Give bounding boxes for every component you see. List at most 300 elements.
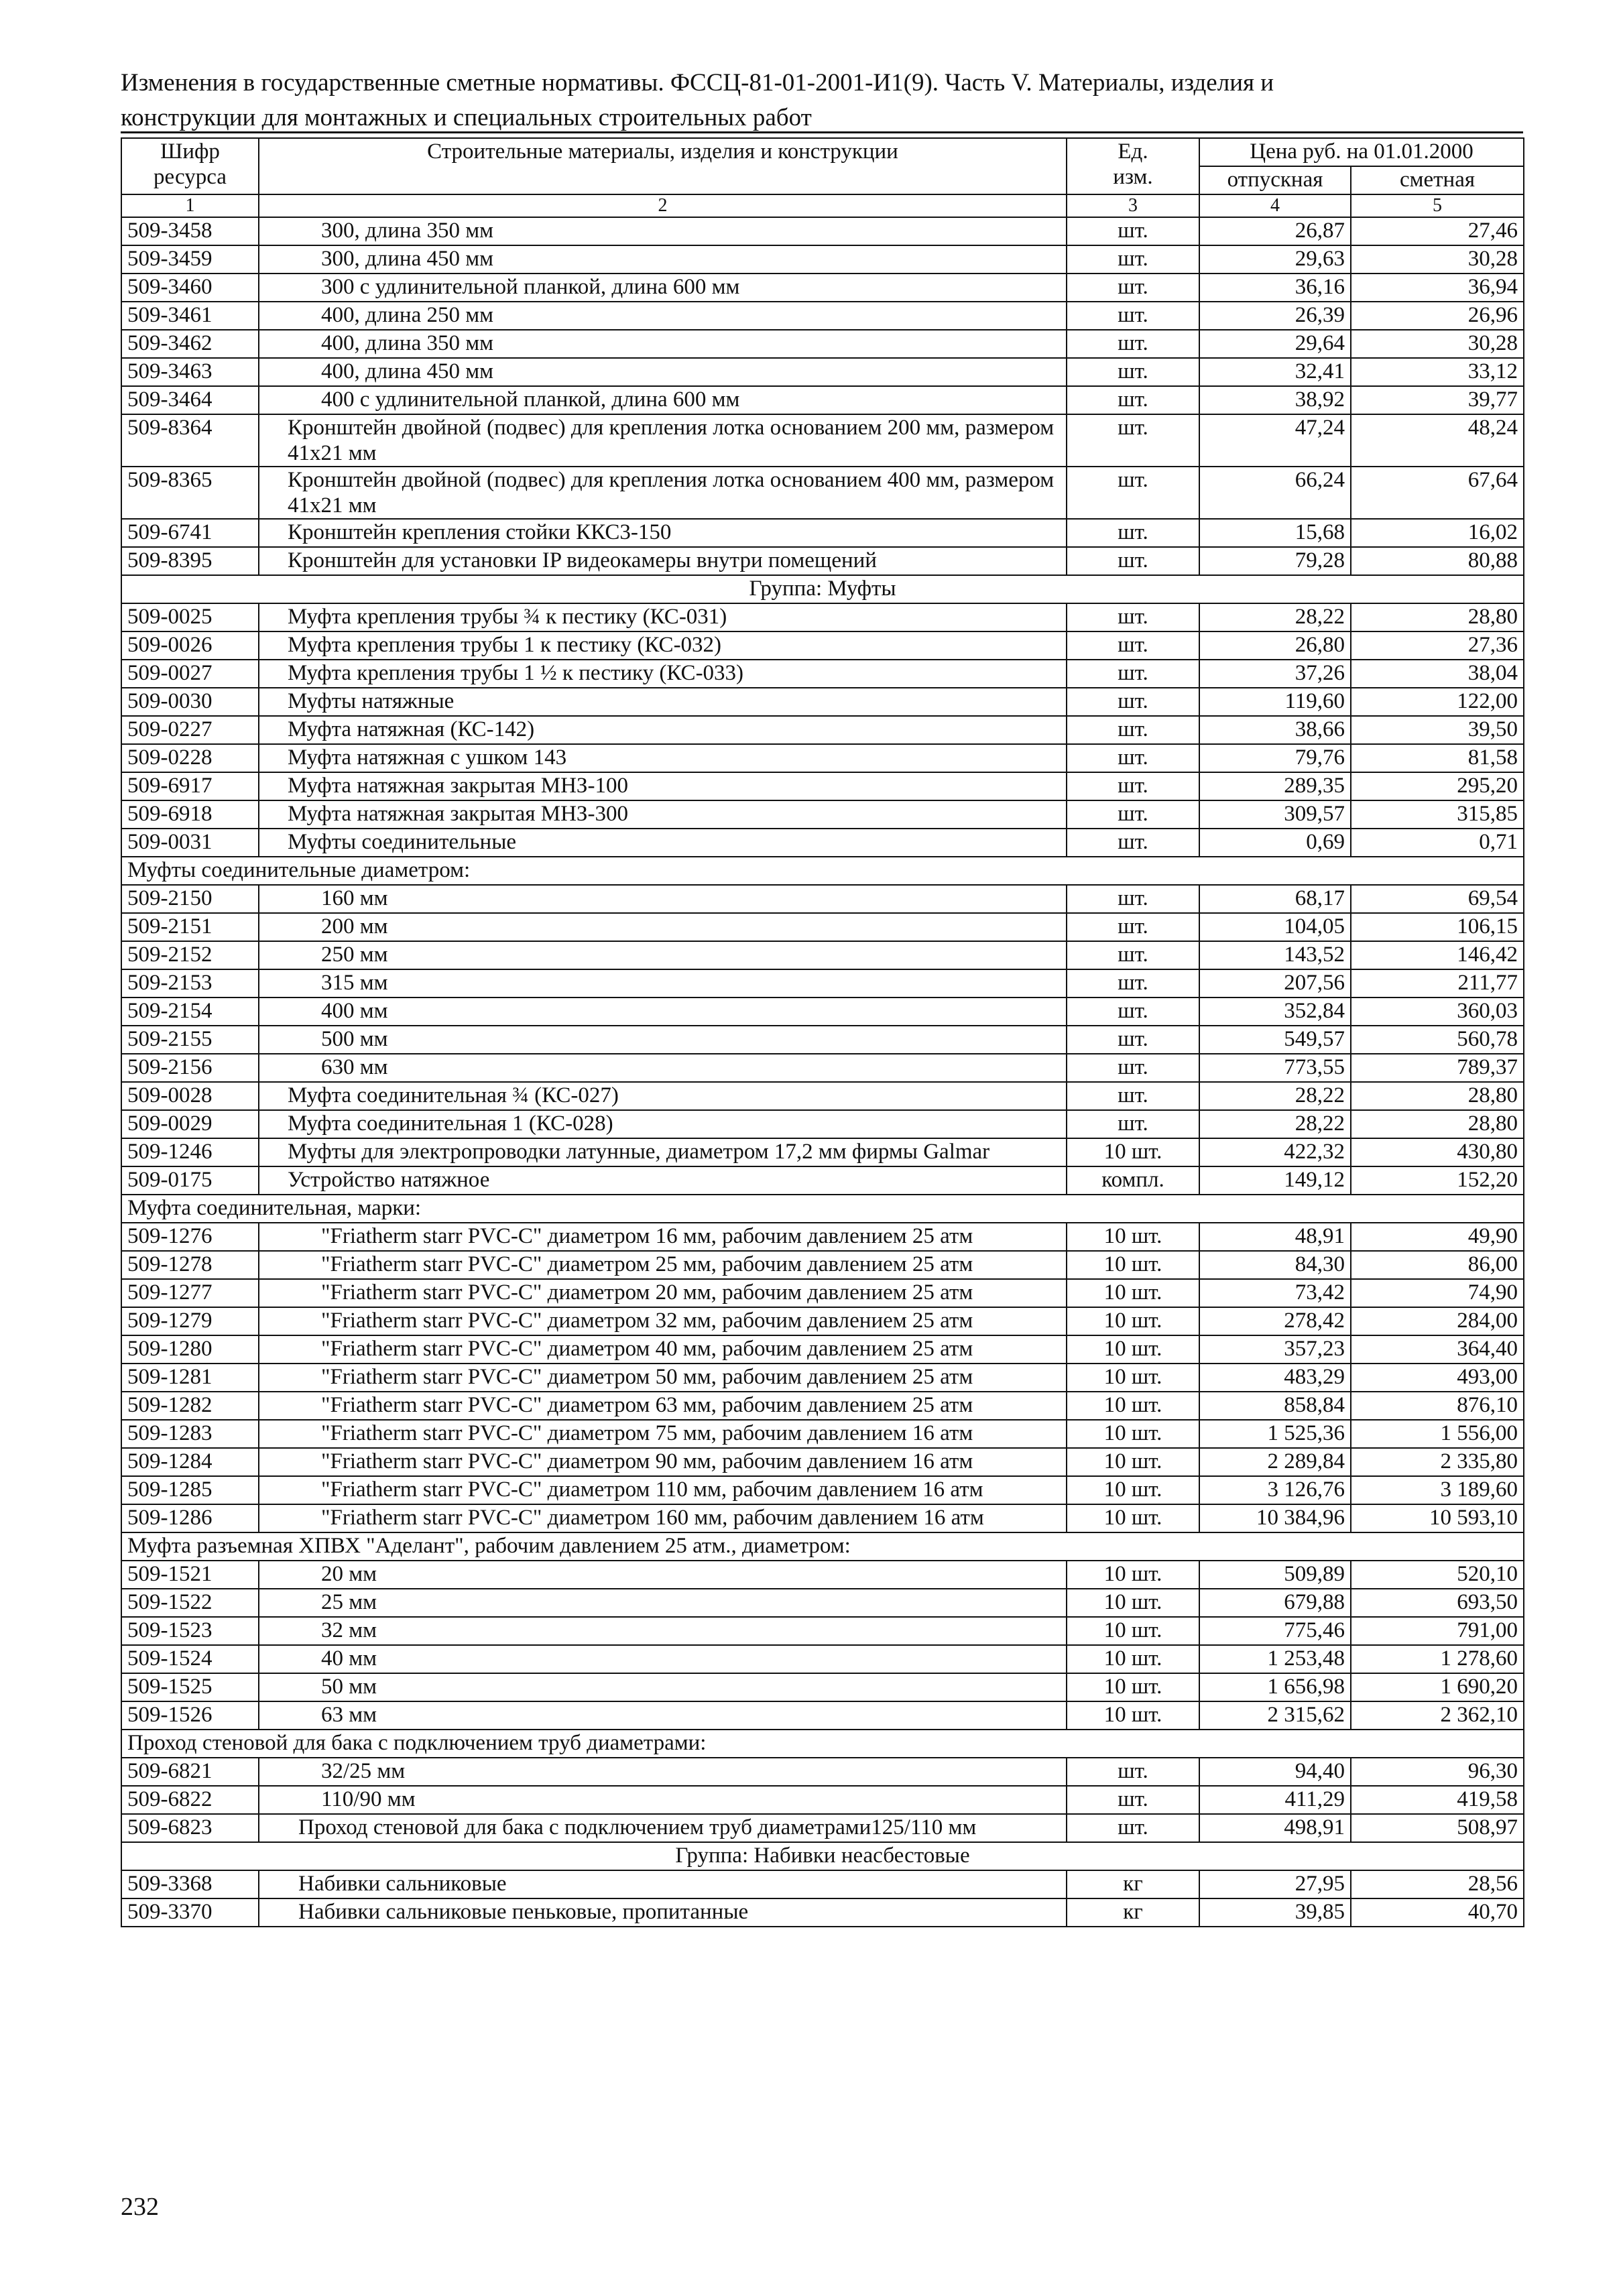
- table-row: [121, 631, 1524, 660]
- subheading-title: Муфты соединительные диаметром:: [121, 857, 1524, 885]
- material-name: "Friatherm starr PVC-C" диаметром 63 мм, рабочим давлением 25 атм: [259, 1392, 1067, 1420]
- unit-cell: шт.: [1067, 1110, 1199, 1138]
- unit-cell: шт.: [1067, 941, 1199, 969]
- unit-cell: 10 шт.: [1067, 1138, 1199, 1166]
- resource-code: 509-3368: [121, 1870, 259, 1898]
- unit-cell: компл.: [1067, 1166, 1199, 1195]
- price-release: 549,57: [1199, 1026, 1351, 1054]
- table-row: [121, 1364, 1524, 1392]
- material-name: Муфта натяжная с ушком 143: [259, 744, 1067, 772]
- price-estimate: 30,28: [1351, 245, 1524, 274]
- unit-cell: шт.: [1067, 772, 1199, 800]
- table-row: [121, 800, 1524, 829]
- header-unit-line2: изм.: [1113, 165, 1153, 189]
- material-name: Муфта крепления трубы ¾ к пестику (КС-031): [259, 603, 1067, 631]
- price-estimate: 360,03: [1351, 998, 1524, 1026]
- table-row: [121, 274, 1524, 302]
- unit-cell: кг: [1067, 1870, 1199, 1898]
- resource-code: 509-1278: [121, 1251, 259, 1279]
- price-release: 73,42: [1199, 1279, 1351, 1307]
- resource-code: 509-2155: [121, 1026, 259, 1054]
- resource-code: 509-1246: [121, 1138, 259, 1166]
- material-name: 400 мм: [259, 998, 1067, 1026]
- resource-code: 509-2150: [121, 885, 259, 913]
- price-estimate: 26,96: [1351, 302, 1524, 330]
- material-name: 63 мм: [259, 1701, 1067, 1730]
- resource-code: 509-0026: [121, 631, 259, 660]
- table-row: [121, 217, 1524, 245]
- table-row: [121, 688, 1524, 716]
- price-release: 1 656,98: [1199, 1673, 1351, 1701]
- price-release: 207,56: [1199, 969, 1351, 998]
- resource-code: 509-1522: [121, 1589, 259, 1617]
- table-row: [121, 1420, 1524, 1448]
- price-release: 36,16: [1199, 274, 1351, 302]
- group-row: [121, 575, 1524, 603]
- resource-code: 509-1277: [121, 1279, 259, 1307]
- unit-cell: шт.: [1067, 885, 1199, 913]
- resource-code: 509-2154: [121, 998, 259, 1026]
- unit-cell: шт.: [1067, 386, 1199, 414]
- table-row: [121, 1898, 1524, 1927]
- price-estimate: 96,30: [1351, 1758, 1524, 1786]
- resource-code: 509-2152: [121, 941, 259, 969]
- price-release: 775,46: [1199, 1617, 1351, 1645]
- resource-code: 509-1276: [121, 1223, 259, 1251]
- material-name: "Friatherm starr PVC-C" диаметром 90 мм, рабочим давлением 16 атм: [259, 1448, 1067, 1476]
- unit-cell: шт.: [1067, 744, 1199, 772]
- table-row: [121, 772, 1524, 800]
- resource-code: 509-6741: [121, 519, 259, 547]
- unit-cell: шт.: [1067, 688, 1199, 716]
- header-code-line2: ресурса: [154, 165, 227, 189]
- table-row: [121, 660, 1524, 688]
- price-estimate: 28,80: [1351, 1082, 1524, 1110]
- resource-code: 509-0029: [121, 1110, 259, 1138]
- price-estimate: 2 335,80: [1351, 1448, 1524, 1476]
- unit-cell: 10 шт.: [1067, 1504, 1199, 1532]
- price-release: 498,91: [1199, 1814, 1351, 1842]
- resource-code: 509-1524: [121, 1645, 259, 1673]
- unit-cell: 10 шт.: [1067, 1364, 1199, 1392]
- price-estimate: 36,94: [1351, 274, 1524, 302]
- unit-cell: 10 шт.: [1067, 1251, 1199, 1279]
- price-release: 119,60: [1199, 688, 1351, 716]
- header-code: [121, 138, 259, 194]
- price-release: 68,17: [1199, 885, 1351, 913]
- table-row: [121, 1870, 1524, 1898]
- unit-cell: шт.: [1067, 358, 1199, 386]
- material-name: "Friatherm starr PVC-C" диаметром 20 мм, рабочим давлением 25 атм: [259, 1279, 1067, 1307]
- table-row: [121, 913, 1524, 941]
- resource-code: 509-3458: [121, 217, 259, 245]
- resource-code: 509-1526: [121, 1701, 259, 1730]
- table-row: [121, 1166, 1524, 1195]
- price-estimate: 81,58: [1351, 744, 1524, 772]
- unit-cell: шт.: [1067, 1054, 1199, 1082]
- subheading-row: [121, 857, 1524, 885]
- resource-code: 509-3461: [121, 302, 259, 330]
- header-code-line1: Шифр: [160, 139, 220, 164]
- header-rule: [121, 131, 1523, 133]
- subheading-row: [121, 1532, 1524, 1561]
- table-row: [121, 1701, 1524, 1730]
- price-estimate: 39,77: [1351, 386, 1524, 414]
- resource-code: 509-1283: [121, 1420, 259, 1448]
- material-name: 315 мм: [259, 969, 1067, 998]
- price-release: 15,68: [1199, 519, 1351, 547]
- price-estimate: 28,80: [1351, 603, 1524, 631]
- material-name: Муфты соединительные: [259, 829, 1067, 857]
- table-row: [121, 1335, 1524, 1364]
- table-row: [121, 1476, 1524, 1504]
- price-release: 509,89: [1199, 1561, 1351, 1589]
- resource-code: 509-0025: [121, 603, 259, 631]
- price-estimate: 146,42: [1351, 941, 1524, 969]
- table-row: [121, 1561, 1524, 1589]
- price-release: 26,39: [1199, 302, 1351, 330]
- table-row: [121, 330, 1524, 358]
- unit-cell: 10 шт.: [1067, 1561, 1199, 1589]
- resource-code: 509-2153: [121, 969, 259, 998]
- unit-cell: 10 шт.: [1067, 1223, 1199, 1251]
- unit-cell: 10 шт.: [1067, 1448, 1199, 1476]
- unit-cell: шт.: [1067, 829, 1199, 857]
- unit-cell: шт.: [1067, 998, 1199, 1026]
- price-release: 2 289,84: [1199, 1448, 1351, 1476]
- price-estimate: 86,00: [1351, 1251, 1524, 1279]
- material-name: "Friatherm starr PVC-C" диаметром 160 мм, рабочим давлением 16 атм: [259, 1504, 1067, 1532]
- unit-cell: 10 шт.: [1067, 1476, 1199, 1504]
- unit-cell: шт.: [1067, 245, 1199, 274]
- unit-cell: шт.: [1067, 913, 1199, 941]
- price-estimate: 28,56: [1351, 1870, 1524, 1898]
- unit-cell: шт.: [1067, 519, 1199, 547]
- material-name: "Friatherm starr PVC-C" диаметром 50 мм, рабочим давлением 25 атм: [259, 1364, 1067, 1392]
- group-row: [121, 1842, 1524, 1870]
- unit-cell: шт.: [1067, 467, 1199, 519]
- price-estimate: 122,00: [1351, 688, 1524, 716]
- resource-code: 509-1286: [121, 1504, 259, 1532]
- unit-cell: шт.: [1067, 631, 1199, 660]
- unit-cell: 10 шт.: [1067, 1392, 1199, 1420]
- table-row: [121, 1645, 1524, 1673]
- unit-cell: шт.: [1067, 800, 1199, 829]
- table-row: [121, 1673, 1524, 1701]
- resource-code: 509-8395: [121, 547, 259, 575]
- price-release: 37,26: [1199, 660, 1351, 688]
- price-estimate: 315,85: [1351, 800, 1524, 829]
- unit-cell: шт.: [1067, 969, 1199, 998]
- material-name: 300 с удлинительной планкой, длина 600 мм: [259, 274, 1067, 302]
- price-estimate: 38,04: [1351, 660, 1524, 688]
- price-release: 26,87: [1199, 217, 1351, 245]
- table-row: [121, 1138, 1524, 1166]
- price-estimate: 789,37: [1351, 1054, 1524, 1082]
- price-estimate: 876,10: [1351, 1392, 1524, 1420]
- price-release: 38,92: [1199, 386, 1351, 414]
- material-name: Устройство натяжное: [259, 1166, 1067, 1195]
- resource-code: 509-3370: [121, 1898, 259, 1927]
- price-release: 1 253,48: [1199, 1645, 1351, 1673]
- price-release: 289,35: [1199, 772, 1351, 800]
- price-release: 422,32: [1199, 1138, 1351, 1166]
- unit-cell: шт.: [1067, 1814, 1199, 1842]
- table-row: [121, 716, 1524, 744]
- price-release: 28,22: [1199, 603, 1351, 631]
- price-release: 32,41: [1199, 358, 1351, 386]
- price-release: 48,91: [1199, 1223, 1351, 1251]
- price-estimate: 69,54: [1351, 885, 1524, 913]
- material-name: "Friatherm starr PVC-C" диаметром 75 мм, рабочим давлением 16 атм: [259, 1420, 1067, 1448]
- table-row: [121, 1617, 1524, 1645]
- price-release: 47,24: [1199, 414, 1351, 467]
- material-name: 300, длина 450 мм: [259, 245, 1067, 274]
- price-estimate: 1 278,60: [1351, 1645, 1524, 1673]
- price-estimate: 508,97: [1351, 1814, 1524, 1842]
- table-row: [121, 547, 1524, 575]
- header-unit: [1067, 138, 1199, 194]
- price-release: 10 384,96: [1199, 1504, 1351, 1532]
- price-estimate: 419,58: [1351, 1786, 1524, 1814]
- price-release: 66,24: [1199, 467, 1351, 519]
- unit-cell: шт.: [1067, 274, 1199, 302]
- column-number: 4: [1199, 194, 1351, 217]
- table-row: [121, 1307, 1524, 1335]
- material-name: "Friatherm starr PVC-C" диаметром 110 мм, рабочим давлением 16 атм: [259, 1476, 1067, 1504]
- price-estimate: 28,80: [1351, 1110, 1524, 1138]
- table-row: [121, 245, 1524, 274]
- table-row: [121, 467, 1524, 519]
- price-release: 773,55: [1199, 1054, 1351, 1082]
- table-row: [121, 1082, 1524, 1110]
- unit-cell: шт.: [1067, 660, 1199, 688]
- resource-code: 509-6822: [121, 1786, 259, 1814]
- resource-code: 509-0030: [121, 688, 259, 716]
- material-name: 110/90 мм: [259, 1786, 1067, 1814]
- table-row: [121, 1054, 1524, 1082]
- table-row: [121, 603, 1524, 631]
- unit-cell: шт.: [1067, 603, 1199, 631]
- group-title: Группа: Муфты: [121, 575, 1524, 603]
- table-row: [121, 1251, 1524, 1279]
- price-release: 858,84: [1199, 1392, 1351, 1420]
- unit-cell: шт.: [1067, 1786, 1199, 1814]
- resource-code: 509-2156: [121, 1054, 259, 1082]
- price-release: 149,12: [1199, 1166, 1351, 1195]
- unit-cell: шт.: [1067, 330, 1199, 358]
- price-release: 483,29: [1199, 1364, 1351, 1392]
- table-row: [121, 1758, 1524, 1786]
- resource-code: 509-3463: [121, 358, 259, 386]
- unit-cell: шт.: [1067, 547, 1199, 575]
- table-row: [121, 1026, 1524, 1054]
- header-price-release: отпускная: [1199, 166, 1351, 194]
- price-release: 3 126,76: [1199, 1476, 1351, 1504]
- subheading-row: [121, 1195, 1524, 1223]
- header-price-estimate: сметная: [1351, 166, 1524, 194]
- material-name: Муфта соединительная 1 (КС-028): [259, 1110, 1067, 1138]
- resource-code: 509-3464: [121, 386, 259, 414]
- material-name: 32 мм: [259, 1617, 1067, 1645]
- price-release: 27,95: [1199, 1870, 1351, 1898]
- material-name: 25 мм: [259, 1589, 1067, 1617]
- material-name: Набивки сальниковые пеньковые, пропитанные: [259, 1898, 1067, 1927]
- material-name: Кронштейн крепления стойки ККС3-150: [259, 519, 1067, 547]
- price-estimate: 40,70: [1351, 1898, 1524, 1927]
- price-estimate: 49,90: [1351, 1223, 1524, 1251]
- material-name: "Friatherm starr PVC-C" диаметром 16 мм, рабочим давлением 25 атм: [259, 1223, 1067, 1251]
- resource-code: 509-0031: [121, 829, 259, 857]
- material-name: Муфта крепления трубы 1 ½ к пестику (КС-033): [259, 660, 1067, 688]
- price-release: 39,85: [1199, 1898, 1351, 1927]
- table-row: [121, 302, 1524, 330]
- price-release: 357,23: [1199, 1335, 1351, 1364]
- price-estimate: 364,40: [1351, 1335, 1524, 1364]
- unit-cell: шт.: [1067, 716, 1199, 744]
- material-name: Кронштейн для установки IP видеокамеры внутри помещений: [259, 547, 1067, 575]
- resource-code: 509-1284: [121, 1448, 259, 1476]
- price-estimate: 520,10: [1351, 1561, 1524, 1589]
- unit-cell: 10 шт.: [1067, 1307, 1199, 1335]
- material-name: "Friatherm starr PVC-C" диаметром 25 мм, рабочим давлением 25 атм: [259, 1251, 1067, 1279]
- unit-cell: кг: [1067, 1898, 1199, 1927]
- table-row: [121, 1110, 1524, 1138]
- unit-cell: шт.: [1067, 1026, 1199, 1054]
- unit-cell: 10 шт.: [1067, 1279, 1199, 1307]
- price-estimate: 1 556,00: [1351, 1420, 1524, 1448]
- material-name: Проход стеновой для бака с подключением труб диаметрами125/110 мм: [259, 1814, 1067, 1842]
- price-estimate: 1 690,20: [1351, 1673, 1524, 1701]
- resource-code: 509-8364: [121, 414, 259, 467]
- price-estimate: 430,80: [1351, 1138, 1524, 1166]
- material-name: 400, длина 250 мм: [259, 302, 1067, 330]
- table-row: [121, 414, 1524, 467]
- resource-code: 509-1523: [121, 1617, 259, 1645]
- resource-code: 509-1279: [121, 1307, 259, 1335]
- header-unit-line1: Ед.: [1118, 139, 1148, 164]
- unit-cell: 10 шт.: [1067, 1589, 1199, 1617]
- price-estimate: 295,20: [1351, 772, 1524, 800]
- material-name: 400, длина 350 мм: [259, 330, 1067, 358]
- page-number: 232: [121, 2193, 159, 2221]
- material-name: 20 мм: [259, 1561, 1067, 1589]
- price-release: 84,30: [1199, 1251, 1351, 1279]
- table-row: [121, 1589, 1524, 1617]
- resource-code: 509-1285: [121, 1476, 259, 1504]
- material-name: 400 с удлинительной планкой, длина 600 мм: [259, 386, 1067, 414]
- price-estimate: 30,28: [1351, 330, 1524, 358]
- table-row: [121, 1279, 1524, 1307]
- price-estimate: 791,00: [1351, 1617, 1524, 1645]
- header-line-2: конструкции для монтажных и специальных строительных работ: [121, 104, 812, 131]
- resource-code: 509-0175: [121, 1166, 259, 1195]
- resource-code: 509-1521: [121, 1561, 259, 1589]
- material-name: Кронштейн двойной (подвес) для крепления лотка основанием 400 мм, размером 41х21 мм: [259, 467, 1067, 519]
- price-estimate: 48,24: [1351, 414, 1524, 467]
- unit-cell: шт.: [1067, 414, 1199, 467]
- price-release: 2 315,62: [1199, 1701, 1351, 1730]
- subheading-title: Муфта разъемная ХПВХ "Аделант", рабочим давлением 25 атм., диаметром:: [121, 1532, 1524, 1561]
- material-name: Муфты натяжные: [259, 688, 1067, 716]
- unit-cell: шт.: [1067, 1758, 1199, 1786]
- unit-cell: 10 шт.: [1067, 1420, 1199, 1448]
- material-name: Муфта соединительная ¾ (КС-027): [259, 1082, 1067, 1110]
- subheading-title: Проход стеновой для бака с подключением труб диаметрами:: [121, 1730, 1524, 1758]
- material-name: 200 мм: [259, 913, 1067, 941]
- material-name: 300, длина 350 мм: [259, 217, 1067, 245]
- column-number: 3: [1067, 194, 1199, 217]
- material-name: 50 мм: [259, 1673, 1067, 1701]
- resource-code: 509-0228: [121, 744, 259, 772]
- price-release: 94,40: [1199, 1758, 1351, 1786]
- price-release: 28,22: [1199, 1082, 1351, 1110]
- column-numbers-row: [121, 194, 1524, 217]
- price-estimate: 33,12: [1351, 358, 1524, 386]
- material-name: Муфта натяжная закрытая МНЗ-100: [259, 772, 1067, 800]
- table-row: [121, 998, 1524, 1026]
- table-row: [121, 1392, 1524, 1420]
- header-line-1: Изменения в государственные сметные нормативы. ФССЦ-81-01-2001-И1(9). Часть V. Материалы, изделия и: [121, 69, 1274, 97]
- price-release: 29,64: [1199, 330, 1351, 358]
- resource-code: 509-1282: [121, 1392, 259, 1420]
- price-estimate: 693,50: [1351, 1589, 1524, 1617]
- resource-code: 509-1525: [121, 1673, 259, 1701]
- table-row: [121, 1814, 1524, 1842]
- price-estimate: 2 362,10: [1351, 1701, 1524, 1730]
- material-name: Муфта крепления трубы 1 к пестику (КС-032): [259, 631, 1067, 660]
- resource-code: 509-0028: [121, 1082, 259, 1110]
- price-release: 411,29: [1199, 1786, 1351, 1814]
- price-estimate: 493,00: [1351, 1364, 1524, 1392]
- page-header: [121, 66, 1515, 135]
- table-row: [121, 519, 1524, 547]
- column-number: 1: [121, 194, 259, 217]
- header-name: Строительные материалы, изделия и конструкции: [259, 138, 1067, 194]
- price-release: 26,80: [1199, 631, 1351, 660]
- material-name: Кронштейн двойной (подвес) для крепления лотка основанием 200 мм, размером 41х21 мм: [259, 414, 1067, 467]
- resource-code: 509-6823: [121, 1814, 259, 1842]
- material-name: 400, длина 450 мм: [259, 358, 1067, 386]
- price-estimate: 39,50: [1351, 716, 1524, 744]
- material-name: 160 мм: [259, 885, 1067, 913]
- header-price: Цена руб. на 01.01.2000: [1199, 138, 1524, 166]
- resource-code: 509-1280: [121, 1335, 259, 1364]
- price-estimate: 80,88: [1351, 547, 1524, 575]
- unit-cell: 10 шт.: [1067, 1335, 1199, 1364]
- price-release: 38,66: [1199, 716, 1351, 744]
- unit-cell: шт.: [1067, 217, 1199, 245]
- material-name: Муфта натяжная (КС-142): [259, 716, 1067, 744]
- material-name: 250 мм: [259, 941, 1067, 969]
- price-estimate: 0,71: [1351, 829, 1524, 857]
- table-row: [121, 744, 1524, 772]
- table-row: [121, 386, 1524, 414]
- resource-code: 509-2151: [121, 913, 259, 941]
- table-row: [121, 829, 1524, 857]
- price-release: 679,88: [1199, 1589, 1351, 1617]
- table-row: [121, 969, 1524, 998]
- price-estimate: 284,00: [1351, 1307, 1524, 1335]
- unit-cell: шт.: [1067, 302, 1199, 330]
- resource-code: 509-0027: [121, 660, 259, 688]
- group-title: Группа: Набивки неасбестовые: [121, 1842, 1524, 1870]
- table-row: [121, 885, 1524, 913]
- price-estimate: 27,36: [1351, 631, 1524, 660]
- table-row: [121, 1786, 1524, 1814]
- price-release: 278,42: [1199, 1307, 1351, 1335]
- price-release: 309,57: [1199, 800, 1351, 829]
